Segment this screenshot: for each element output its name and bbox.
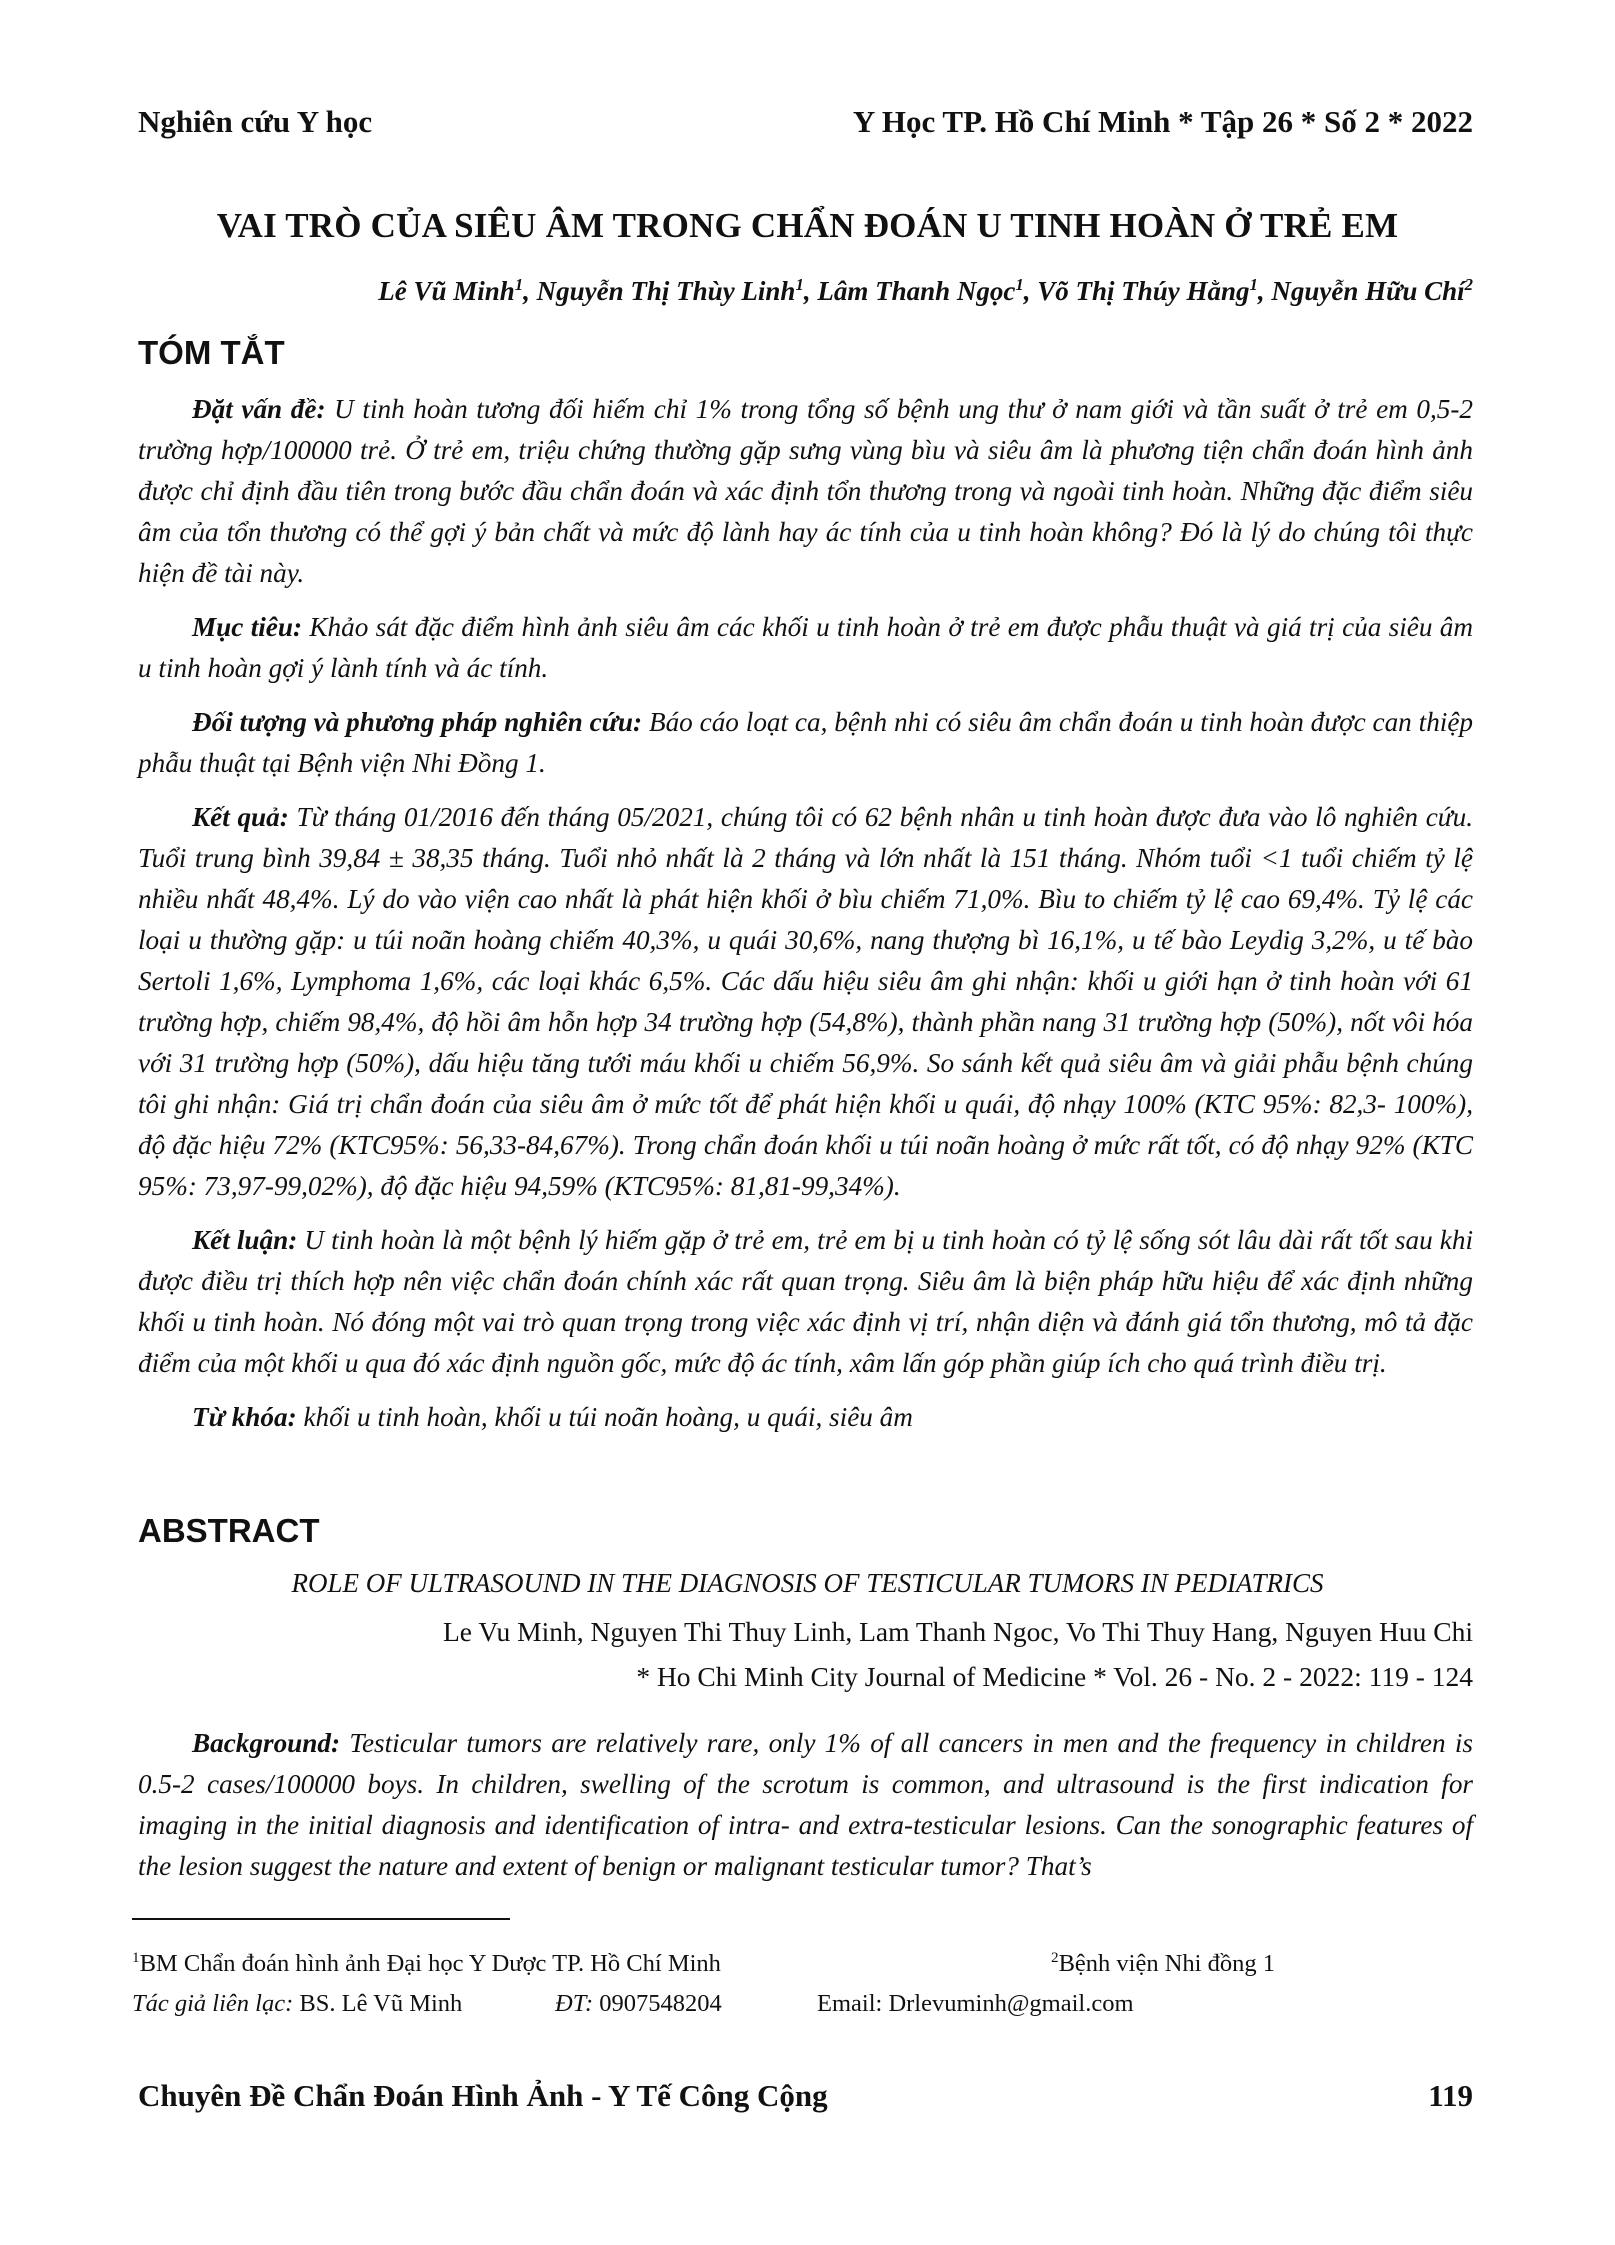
section-label: Background: bbox=[192, 1728, 341, 1758]
abstract-body bbox=[138, 1723, 1473, 1900]
footnote-contact bbox=[132, 1990, 462, 2018]
section-text: Khảo sát đặc điểm hình ảnh siêu âm các khối u tinh hoàn ở trẻ em được phẫu thuật và giá trị của siêu âm u tinh hoàn gợi ý lành tính và ác tính. bbox=[138, 612, 1474, 683]
contact-name: BS. Lê Vũ Minh bbox=[299, 1990, 463, 2017]
abstract-background bbox=[138, 1723, 1473, 1887]
email-label: Email: bbox=[817, 1990, 883, 2017]
abstract-heading: ABSTRACT bbox=[138, 1512, 320, 1549]
contact-label: Tác giả liên lạc: bbox=[132, 1990, 294, 2017]
summary-body bbox=[138, 389, 1473, 1438]
article-title: VAI TRÒ CỦA SIÊU ÂM TRONG CHẨN ĐOÁN U TINH HOÀN Ở TRẺ EM bbox=[216, 206, 1399, 245]
section-label: Từ khóa: bbox=[192, 1402, 297, 1432]
footnote-divider bbox=[132, 1918, 510, 1920]
running-header-left: Nghiên cứu Y học bbox=[138, 104, 373, 139]
email-address: Drlevuminh@gmail.com bbox=[888, 1990, 1134, 2017]
author-name: Lâm Thanh Ngọc bbox=[817, 276, 1016, 306]
author-name: Lê Vũ Minh bbox=[378, 276, 515, 306]
section-text: Testicular tumors are relatively rare, only 1% of all cancers in men and the frequency in children is 0.5-2 cases/100000 boys. In children, swelling of the scrotum is common, and ultrasound is the first indication for imaging in the initial diagnosis and identification of intra- and extra-testicular lesions. Can the sonographic features of the lesion suggest the nature and extent of benign or malignant testicular tumor? That’s bbox=[138, 1728, 1473, 1881]
section-text: U tinh hoàn tương đối hiếm chỉ 1% trong tổng số bệnh ung thư ở nam giới và tần suất ở trẻ em 0,5-2 trường hợp/100000 trẻ. Ở trẻ em, triệu chứng thường gặp sưng vùng bìu và siêu âm là phương tiện chẩn đoán hình ảnh được chỉ định đầu tiên trong bước đầu chẩn đoán và xác định tổn thương trong và ngoài tinh hoàn. Những đặc điểm siêu âm của tổn thương có thể gợi ý bản chất và mức độ lành hay ác tính của u tinh hoàn không? Đó là lý do chúng tôi thực hiện đề tài này. bbox=[138, 394, 1474, 588]
affiliation-mark: 1 bbox=[1015, 275, 1024, 294]
section-label: Đặt vấn đề: bbox=[192, 394, 326, 424]
summary-methods bbox=[138, 702, 1473, 784]
summary-conclusion bbox=[138, 1220, 1473, 1384]
affiliation-mark: 2 bbox=[1051, 1948, 1059, 1966]
affiliation-text: Bệnh viện Nhi đồng 1 bbox=[1058, 1950, 1275, 1977]
footnote-email bbox=[817, 1990, 1134, 2018]
section-text: Từ tháng 01/2016 đến tháng 05/2021, chúng tôi có 62 bệnh nhân u tinh hoàn được đưa vào lô nghiên cứu. Tuổi trung bình 39,84 ± 38,35 tháng. Tuổi nhỏ nhất là 2 tháng và lớn nhất là 151 tháng. Nhóm tuổi <1 tuổi chiếm tỷ lệ nhiều nhất 48,4%. Lý do vào viện cao nhất là phát hiện khối ở bìu chiếm 71,0%. Bìu to chiếm tỷ lệ cao 69,4%. Tỷ lệ các loại u thường gặp: u túi noãn hoàng chiếm 40,3%, u quái 30,6%, nang thượng bì 16,1%, u tế bào Leydig 3,2%, u tế bào Sertoli 1,6%, Lymphoma 1,6%, các loại khác 6,5%. Các dấu hiệu siêu âm ghi nhận: khối u giới hạn ở tinh hoàn với 61 trường hợp, chiếm 98,4%, độ hồi âm hỗn hợp 34 trường hợp (54,8%), thành phần nang 31 trường hợp (50%), nốt vôi hóa với 31 trường hợp (50%), dấu hiệu tăng tưới máu khối u chiếm 56,9%. So sánh kết quả siêu âm và giải phẫu bệnh chúng tôi ghi nhận: Giá trị chẩn đoán của siêu âm ở mức tốt để phát hiện khối u quái, độ nhạy 100% (KTC 95%: 82,3- 100%), độ đặc hiệu 72% (KTC95%: 56,33-84,67%). Trong chẩn đoán khối u túi noãn hoàng ở mức rất tốt, có độ nhạy 92% (KTC 95%: 73,97-99,02%), độ đặc hiệu 94,59% (KTC95%: 81,81-99,34%). bbox=[138, 802, 1473, 1201]
abstract-title: ROLE OF ULTRASOUND IN THE DIAGNOSIS OF TESTICULAR TUMORS IN PEDIATRICS bbox=[291, 1568, 1324, 1598]
section-text: Báo cáo loạt ca, bệnh nhi có siêu âm chẩn đoán u tinh hoàn được can thiệp phẫu thuật tại Bệnh viện Nhi Đồng 1. bbox=[138, 707, 1474, 778]
section-text: khối u tinh hoàn, khối u túi noãn hoàng, u quái, siêu âm bbox=[303, 1402, 913, 1432]
keywords bbox=[138, 1397, 1473, 1438]
author-name: Võ Thị Thúy Hằng bbox=[1037, 276, 1250, 306]
footnote-affiliation-1 bbox=[132, 1950, 721, 1978]
running-footer: Chuyên Đề Chẩn Đoán Hình Ảnh - Y Tế Công Cộng bbox=[138, 2078, 828, 2113]
page-number: 119 bbox=[1428, 2078, 1473, 2113]
summary-objective bbox=[138, 607, 1473, 689]
journal-citation: * Ho Chi Minh City Journal of Medicine * Vol. 26 - No. 2 - 2022: 119 - 124 bbox=[636, 1661, 1473, 1692]
summary-results bbox=[138, 797, 1473, 1207]
summary-background bbox=[138, 389, 1473, 594]
affiliation-mark: 1 bbox=[514, 275, 524, 294]
affiliation-text: BM Chẩn đoán hình ảnh Đại học Y Dược TP. Hồ Chí Minh bbox=[139, 1950, 721, 1977]
affiliation-mark: 2 bbox=[1464, 275, 1473, 294]
author-name: Nguyễn Hữu Chí bbox=[1271, 276, 1465, 306]
affiliation-mark: 1 bbox=[132, 1948, 140, 1966]
section-label: Đối tượng và phương pháp nghiên cứu: bbox=[192, 707, 643, 737]
affiliation-mark: 1 bbox=[795, 275, 804, 294]
author-list-en: Le Vu Minh, Nguyen Thi Thuy Linh, Lam Thanh Ngoc, Vo Thi Thuy Hang, Nguyen Huu Chi bbox=[442, 1616, 1473, 1647]
author-name: Nguyễn Thị Thùy Linh bbox=[536, 276, 796, 306]
summary-heading: TÓM TẮT bbox=[138, 334, 285, 371]
footnote-affiliation-2 bbox=[1051, 1950, 1275, 1978]
phone-number: 0907548204 bbox=[599, 1990, 722, 2017]
footnote-phone bbox=[555, 1990, 722, 2018]
running-header-right: Y Học TP. Hồ Chí Minh * Tập 26 * Số 2 * 2022 bbox=[852, 104, 1473, 139]
author-list-vi: Lê Vũ Minh$^1$, Nguyễn Thị Thùy Linh$^1$, Lâm Thanh Ngọc$^1$, Võ Thị Thúy Hằng$^1$, Nguyễn Hữu Chí$^2$ bbox=[378, 275, 1473, 306]
section-label: Kết luận: bbox=[192, 1225, 298, 1255]
section-label: Mục tiêu: bbox=[192, 612, 303, 642]
affiliation-mark: 1 bbox=[1249, 275, 1258, 294]
section-text: U tinh hoàn là một bệnh lý hiếm gặp ở trẻ em, trẻ em bị u tinh hoàn có tỷ lệ sống sót lâu dài rất tốt sau khi được điều trị thích hợp nên việc chẩn đoán chính xác rất quan trọng. Siêu âm là biện pháp hữu hiệu để xác định những khối u tinh hoàn. Nó đóng một vai trò quan trọng trong việc xác định vị trí, nhận diện và đánh giá tổn thương, mô tả đặc điểm của một khối u qua đó xác định nguồn gốc, mức độ ác tính, xâm lấn góp phần giúp ích cho quá trình điều trị. bbox=[138, 1225, 1474, 1378]
section-label: Kết quả: bbox=[192, 802, 289, 832]
phone-label: ĐT: bbox=[555, 1990, 594, 2017]
